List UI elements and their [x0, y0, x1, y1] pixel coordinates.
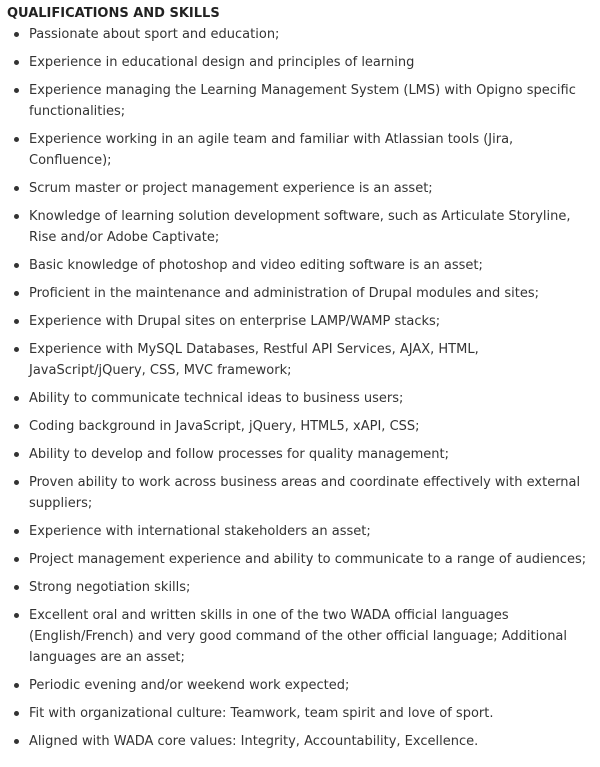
- list-item-text: Aligned with WADA core values: Integrity, Accountability, Excellence.: [29, 734, 479, 749]
- list-item: [7, 52, 600, 73]
- list-item-text: Experience in educational design and principles of learning: [29, 55, 415, 70]
- list-item-text: Experience working in an agile team and familiar with Atlassian tools (Jira, Confluence);: [29, 132, 514, 168]
- bullet-icon: [14, 424, 19, 429]
- list-item-text: Proficient in the maintenance and administration of Drupal modules and sites;: [29, 286, 540, 301]
- bullet-icon: [14, 529, 19, 534]
- list-item: [7, 24, 600, 45]
- list-item-text: Experience with Drupal sites on enterprise LAMP/WAMP stacks;: [29, 314, 441, 329]
- list-item-text: Ability to develop and follow processes for quality management;: [29, 447, 449, 462]
- list-item: [7, 416, 600, 437]
- list-item-text: Strong negotiation skills;: [29, 580, 191, 595]
- bullet-icon: [14, 480, 19, 485]
- list-item: [7, 339, 600, 381]
- bullet-icon: [14, 396, 19, 401]
- bullet-icon: [14, 557, 19, 562]
- list-item-text: Experience managing the Learning Management System (LMS) with Opigno specific functionalities;: [29, 83, 576, 119]
- bullet-icon: [14, 137, 19, 142]
- list-item: [7, 311, 600, 332]
- list-item: [7, 129, 600, 171]
- bullet-icon: [14, 32, 19, 37]
- list-item-text: Fit with organizational culture: Teamwork, team spirit and love of sport.: [29, 706, 494, 721]
- list-item: [7, 731, 600, 752]
- list-item: [7, 605, 600, 668]
- list-item-text: Project management experience and ability to communicate to a range of audiences;: [29, 552, 587, 567]
- list-item: [7, 577, 600, 598]
- list-item-text: Passionate about sport and education;: [29, 27, 280, 42]
- list-item: [7, 283, 600, 304]
- list-item-text: Proven ability to work across business areas and coordinate effectively with external suppliers;: [29, 475, 581, 511]
- list-item-text: Basic knowledge of photoshop and video editing software is an asset;: [29, 258, 483, 273]
- bullet-icon: [14, 291, 19, 296]
- list-item-text: Scrum master or project management experience is an asset;: [29, 181, 433, 196]
- qualifications-list: [7, 24, 600, 752]
- list-item: [7, 388, 600, 409]
- bullet-icon: [14, 739, 19, 744]
- bullet-icon: [14, 711, 19, 716]
- bullet-icon: [14, 683, 19, 688]
- list-item: [7, 444, 600, 465]
- list-item: [7, 80, 600, 122]
- bullet-icon: [14, 585, 19, 590]
- list-item-text: Ability to communicate technical ideas to business users;: [29, 391, 404, 406]
- list-item-text: Knowledge of learning solution development software, such as Articulate Storyline, Rise and/or Adobe Captivate;: [29, 209, 571, 245]
- bullet-icon: [14, 319, 19, 324]
- list-item: [7, 178, 600, 199]
- bullet-icon: [14, 88, 19, 93]
- bullet-icon: [14, 214, 19, 219]
- list-item-text: Periodic evening and/or weekend work expected;: [29, 678, 350, 693]
- list-item: [7, 521, 600, 542]
- list-item-text: Experience with MySQL Databases, Restful API Services, AJAX, HTML, JavaScript/jQuery, CSS, MVC framework;: [29, 342, 479, 378]
- list-item: [7, 675, 600, 696]
- list-item-text: Excellent oral and written skills in one of the two WADA official languages (English/French) and very good command of the other official language; Additional languages are an asset;: [29, 608, 568, 665]
- list-item: [7, 472, 600, 514]
- bullet-icon: [14, 452, 19, 457]
- list-item: [7, 549, 600, 570]
- list-item: [7, 255, 600, 276]
- bullet-icon: [14, 186, 19, 191]
- bullet-icon: [14, 60, 19, 65]
- list-item: [7, 206, 600, 248]
- list-item-text: Experience with international stakeholders an asset;: [29, 524, 371, 539]
- list-item-text: Coding background in JavaScript, jQuery, HTML5, xAPI, CSS;: [29, 419, 420, 434]
- list-item: [7, 703, 600, 724]
- section-title: QUALIFICATIONS AND SKILLS: [7, 6, 220, 21]
- bullet-icon: [14, 613, 19, 618]
- bullet-icon: [14, 263, 19, 268]
- bullet-icon: [14, 347, 19, 352]
